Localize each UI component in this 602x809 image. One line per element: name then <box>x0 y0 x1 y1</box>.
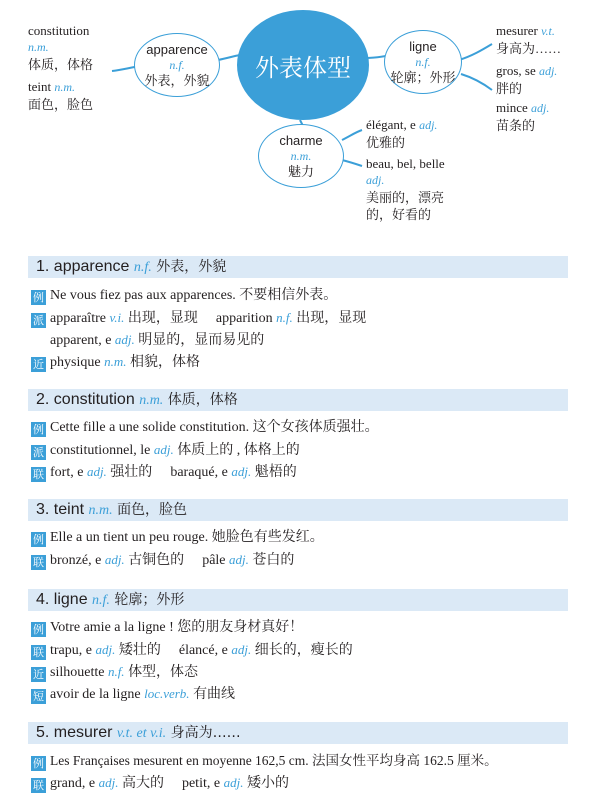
leaf-word: mince <box>496 100 528 115</box>
section-pos: v.t. et v.i. <box>116 726 167 741</box>
section-header-teint <box>28 499 568 521</box>
tag-example-icon: 例 <box>33 291 44 304</box>
section-cn: 体质，体格 <box>167 392 238 408</box>
section-cn: 面色，脸色 <box>117 502 188 518</box>
section-header-constitution <box>28 389 568 411</box>
section-header-mesurer <box>28 722 568 744</box>
entry-row <box>31 441 300 460</box>
example-text: Cette fille a une solide constitution. 这个女孩体质强壮。 <box>50 420 379 435</box>
mindmap-node-charme <box>258 124 344 188</box>
node-pos: n.f. <box>415 54 431 69</box>
entry-word: apparition <box>215 311 277 326</box>
tag-synonym-icon: 近 <box>33 668 44 681</box>
node-cn: 魅力 <box>287 163 314 179</box>
section-cn: 轮廓；外形 <box>114 592 185 608</box>
tag-phrase-icon: 短 <box>33 690 44 703</box>
connector-center-ligne <box>366 56 386 58</box>
entry-word: silhouette <box>50 665 108 680</box>
entry-row <box>31 641 353 660</box>
entry-cn: 古铜色的 <box>124 553 185 568</box>
entry-pos: adj. <box>86 464 107 479</box>
leaf-cn: 优雅的 <box>366 135 406 150</box>
entry-pos: adj. <box>104 552 125 567</box>
entry-word: petit, e <box>181 776 224 791</box>
entry-pos: n.f. <box>276 310 293 325</box>
tag-related-icon: 联 <box>33 646 44 659</box>
leaf-pos: adj. <box>419 118 438 132</box>
entry-pos: v.i. <box>109 310 125 325</box>
tag-derivative-icon: 派 <box>33 446 44 459</box>
entry-cn: 矮小的 <box>243 776 289 791</box>
leaf-cn: 胖的 <box>496 81 523 96</box>
tag-derivative-icon: 派 <box>33 314 44 327</box>
leaf-cn: 体质，体格 <box>28 57 94 72</box>
tag-related-icon: 联 <box>33 468 44 481</box>
entry-row <box>31 287 337 305</box>
leaf-cn: 身高为…… <box>496 41 562 56</box>
entry-word: apparaître <box>50 311 110 326</box>
leaf-cn: 美丽的，漂亮 <box>366 190 445 205</box>
section-title: 4. ligne <box>36 591 88 608</box>
section-pos: n.m. <box>88 503 113 518</box>
node-pos: n.f. <box>169 57 185 72</box>
leaf-pos: adj. <box>366 173 385 187</box>
entry-row <box>31 419 379 437</box>
connector-ligne-bottom <box>461 74 492 90</box>
entry-cn: 出现，显现 <box>292 311 367 326</box>
leaf-cn: 面色，脸色 <box>28 97 94 112</box>
leaf-pos: n.m. <box>54 80 76 94</box>
node-cn: 外表，外貌 <box>144 72 210 88</box>
entry-pos: n.m. <box>104 354 127 369</box>
entry-row <box>31 663 198 682</box>
entry-row <box>31 752 498 771</box>
entry-pos: adj. <box>229 552 249 567</box>
entry-cn: 有曲线 <box>189 687 236 702</box>
tag-example-icon: 例 <box>33 423 44 436</box>
mindmap-leaf-elegant <box>366 116 437 151</box>
section-cn: 外表，外貌 <box>156 259 227 275</box>
section-title: 5. mesurer <box>36 724 113 741</box>
node-word: apparence <box>146 41 208 57</box>
leaf-cn-cont: 的，好看的 <box>366 207 432 222</box>
mindmap-leaf-gros <box>496 62 557 97</box>
entry-pos: adj. <box>114 332 135 347</box>
entry-word: avoir de la ligne <box>50 687 145 702</box>
tag-related-icon: 联 <box>33 779 44 792</box>
entry-cn: 明显的，显而易见的 <box>134 333 265 348</box>
entry-pos: adj. <box>153 442 174 457</box>
leaf-word: beau, bel, belle <box>366 156 445 171</box>
tag-synonym-icon: 近 <box>33 358 44 371</box>
leaf-word: mesurer <box>496 23 538 38</box>
connector-charme-bottom <box>342 160 362 166</box>
leaf-word: constitution <box>28 23 90 38</box>
entry-word: physique <box>50 355 105 370</box>
entry-row <box>31 353 200 372</box>
entry-cn: 魁梧的 <box>251 465 297 480</box>
leaf-word: élégant, e <box>366 117 416 132</box>
entry-pos: adj. <box>98 775 119 790</box>
mindmap-leaf-mince <box>496 99 549 134</box>
section-pos: n.m. <box>139 393 164 408</box>
tag-example-icon: 例 <box>33 757 44 770</box>
entry-word: baraqué, e <box>170 465 232 480</box>
entry-cn: 体质上的 , 体格上的 <box>173 443 300 458</box>
node-cn: 轮廓；外形 <box>390 69 456 85</box>
entry-cn: 细长的，瘦长的 <box>251 643 353 658</box>
section-header-ligne <box>28 589 568 611</box>
node-word: ligne <box>409 38 437 54</box>
mindmap-leaf-teint <box>28 78 93 113</box>
entry-pos: n.f. <box>107 664 125 679</box>
mindmap-node-apparence <box>134 33 220 97</box>
entry-row <box>31 685 235 704</box>
entry-pos: adj. <box>223 775 244 790</box>
node-word: charme <box>279 132 323 148</box>
section-pos: n.f. <box>92 593 110 608</box>
entry-cn: 苍白的 <box>248 553 295 568</box>
entry-pos: adj. <box>95 642 116 657</box>
example-text: Ne vous fiez pas aux apparences. 不要相信外表。 <box>50 288 338 303</box>
entry-row <box>31 619 303 637</box>
entry-cn: 高大的 <box>118 776 164 791</box>
mindmap-center: 外表体型 <box>237 10 369 120</box>
leaf-word: gros, se <box>496 63 536 78</box>
example-text: Elle a un tient un peu rouge. 她脸色有些发红。 <box>50 530 324 545</box>
entry-word: élancé, e <box>178 643 232 658</box>
entry-pos: adj. <box>231 464 252 479</box>
section-pos: n.f. <box>133 260 152 275</box>
leaf-cn: 苗条的 <box>496 118 536 133</box>
mindmap-leaf-beau <box>366 155 445 223</box>
example-text: Votre amie a la ligne ! 您的朋友身材真好！ <box>50 620 304 635</box>
section-title: 2. constitution <box>36 391 135 408</box>
entry-row <box>31 309 366 328</box>
entry-cn: 矮壮的 <box>115 643 161 658</box>
leaf-pos: adj. <box>538 64 558 78</box>
section-title: 3. teint <box>36 501 85 518</box>
entry-row <box>31 551 294 570</box>
entry-word: grand, e <box>50 776 99 791</box>
entry-row <box>31 463 297 482</box>
entry-pos: adj. <box>231 642 252 657</box>
tag-example-icon: 例 <box>33 623 44 636</box>
entry-word: trapu, e <box>50 643 96 658</box>
entry-row <box>31 774 289 793</box>
entry-row <box>50 331 264 350</box>
node-pos: n.m. <box>290 148 312 163</box>
entry-cn: 出现，显现 <box>124 311 198 326</box>
section-title: 1. apparence <box>36 258 130 275</box>
leaf-pos: adj. <box>531 101 550 115</box>
entry-cn: 强壮的 <box>106 465 153 480</box>
leaf-word: teint <box>28 79 52 94</box>
entry-word: bronzé, e <box>50 553 105 568</box>
section-cn: 身高为…… <box>170 725 241 741</box>
entry-word: apparent, e <box>50 333 115 348</box>
connector-ligne-top <box>459 44 492 60</box>
connector-charme-top <box>342 130 362 140</box>
leaf-pos: v.t. <box>541 24 555 38</box>
tag-example-icon: 例 <box>33 533 44 546</box>
tag-related-icon: 联 <box>33 556 44 569</box>
mindmap-leaf-constitution <box>28 22 93 73</box>
entry-word: constitutionnel, le <box>50 443 154 458</box>
section-header-apparence <box>28 256 568 278</box>
entry-word: fort, e <box>50 465 87 480</box>
example-text: Les Françaises mesurent en moyenne 162,5 cm. 法国女性平均身高 162.5 厘米。 <box>50 753 498 768</box>
entry-word: pâle <box>202 553 230 568</box>
entry-pos: loc.verb. <box>144 686 190 701</box>
entry-cn: 体型，体态 <box>124 665 199 680</box>
mindmap-node-ligne <box>384 30 462 94</box>
leaf-pos: n.m. <box>28 40 49 54</box>
entry-cn: 相貌，体格 <box>126 355 200 370</box>
entry-row <box>31 529 324 547</box>
mindmap-leaf-mesurer <box>496 22 561 57</box>
